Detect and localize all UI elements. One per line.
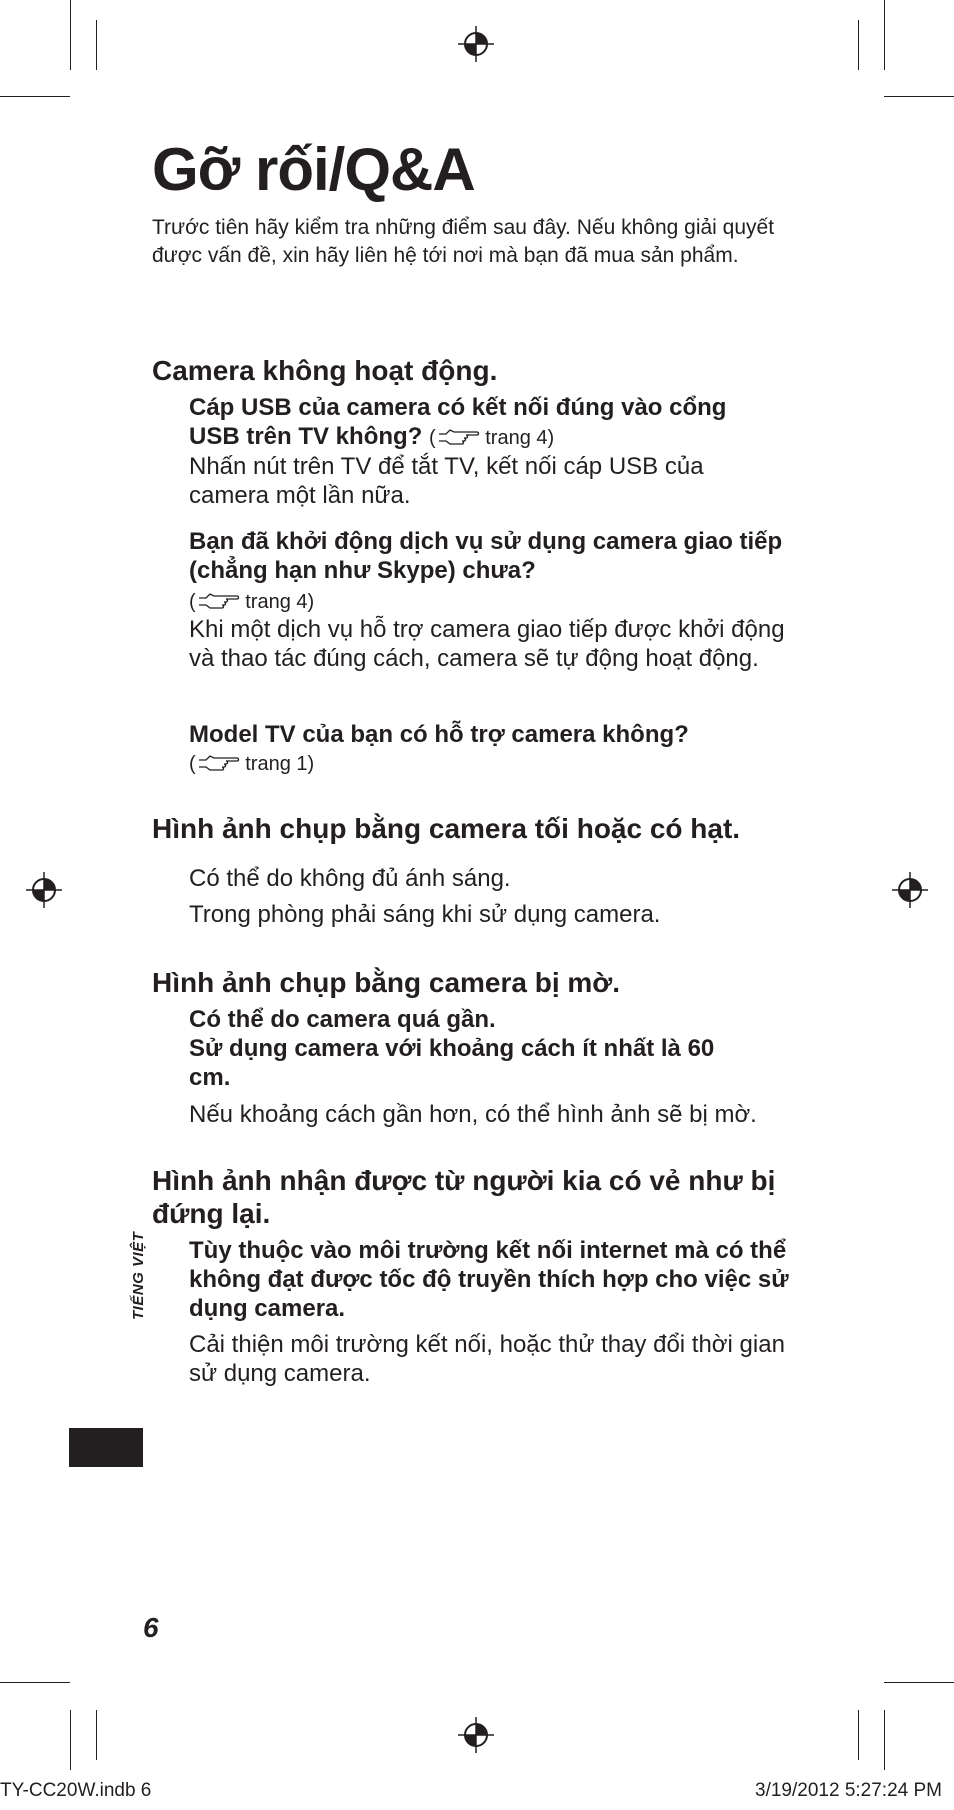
pointing-hand-icon	[196, 592, 240, 610]
answer-text: Nhấn nút trên TV để tắt TV, kết nối cáp USB của camera một lần nữa.	[189, 453, 704, 509]
crop-mark	[884, 0, 885, 70]
answer-text: Nếu khoảng cách gần hơn, có thể hình ảnh sẽ bị mờ.	[189, 1101, 757, 1128]
crop-mark	[70, 1710, 71, 1770]
section-heading: Hình ảnh chụp bằng camera tối hoặc có hạt.	[152, 813, 741, 844]
pointing-hand-icon	[436, 428, 480, 446]
language-tab-block	[69, 1428, 143, 1467]
page-reference: ( trang 4)	[429, 427, 555, 449]
intro-text: Trước tiên hãy kiểm tra những điểm sau đây. Nếu không giải quyết được vấn đề, xin hãy liên hệ tới nơi mà bạn đã mua sản phẩm.	[152, 216, 775, 267]
registration-mark-icon	[24, 870, 64, 910]
crop-mark	[96, 1710, 97, 1760]
answer-text: Có thể do không đủ ánh sáng.	[189, 865, 511, 892]
crop-mark	[0, 1682, 70, 1683]
registration-mark-icon	[890, 870, 930, 910]
crop-mark	[96, 20, 97, 70]
crop-mark	[884, 1710, 885, 1770]
footer-timestamp: 3/19/2012 5:27:24 PM	[755, 1780, 942, 1801]
answer-text: Khi một dịch vụ hỗ trợ camera giao tiếp được khởi động và thao tác đúng cách, camera sẽ tự động hoạt động.	[189, 616, 785, 672]
question-text	[189, 393, 726, 453]
bold-note: Sử dụng camera với khoảng cách ít nhất là 60 cm.	[189, 1035, 715, 1091]
crop-mark	[884, 1682, 954, 1683]
page-reference: ( trang 4)	[189, 591, 315, 613]
bold-note: Tùy thuộc vào môi trường kết nối internet mà có thể không đạt được tốc độ truyền thích hợp cho việc sử dụng camera.	[189, 1237, 789, 1322]
registration-mark-icon	[456, 24, 496, 64]
pointing-hand-icon	[196, 754, 240, 772]
page-title: Gỡ rối/Q&A	[152, 136, 475, 203]
page-reference: ( trang 1)	[189, 753, 315, 775]
footer-file-info: TY-CC20W.indb 6	[0, 1780, 152, 1801]
crop-mark	[70, 0, 71, 70]
answer-text: Cải thiện môi trường kết nối, hoặc thử thay đổi thời gian sử dụng camera.	[189, 1331, 785, 1387]
section-heading: Hình ảnh chụp bằng camera bị mờ.	[152, 967, 620, 998]
crop-mark	[884, 96, 954, 97]
registration-mark-icon	[456, 1715, 496, 1755]
section-heading: Camera không hoạt động.	[152, 355, 498, 386]
bold-note: Có thể do camera quá gần.	[189, 1006, 496, 1033]
question-text: Bạn đã khởi động dịch vụ sử dụng camera giao tiếp (chẳng hạn như Skype) chưa?	[189, 528, 783, 584]
answer-text: Trong phòng phải sáng khi sử dụng camera.	[189, 901, 661, 928]
question-text: Model TV của bạn có hỗ trợ camera không?	[189, 721, 689, 748]
question-line: Cáp USB của camera có kết nối đúng vào cổng	[189, 394, 727, 421]
question-line: USB trên TV không?	[189, 423, 423, 450]
language-tab-label: TIẾNG VIỆT	[130, 1231, 147, 1320]
crop-mark	[858, 20, 859, 70]
crop-mark	[858, 1710, 859, 1760]
section-heading: Hình ảnh nhận được từ người kia có vẻ như bị đứng lại.	[152, 1165, 776, 1229]
page-number: 6	[143, 1612, 159, 1643]
crop-mark	[0, 96, 70, 97]
